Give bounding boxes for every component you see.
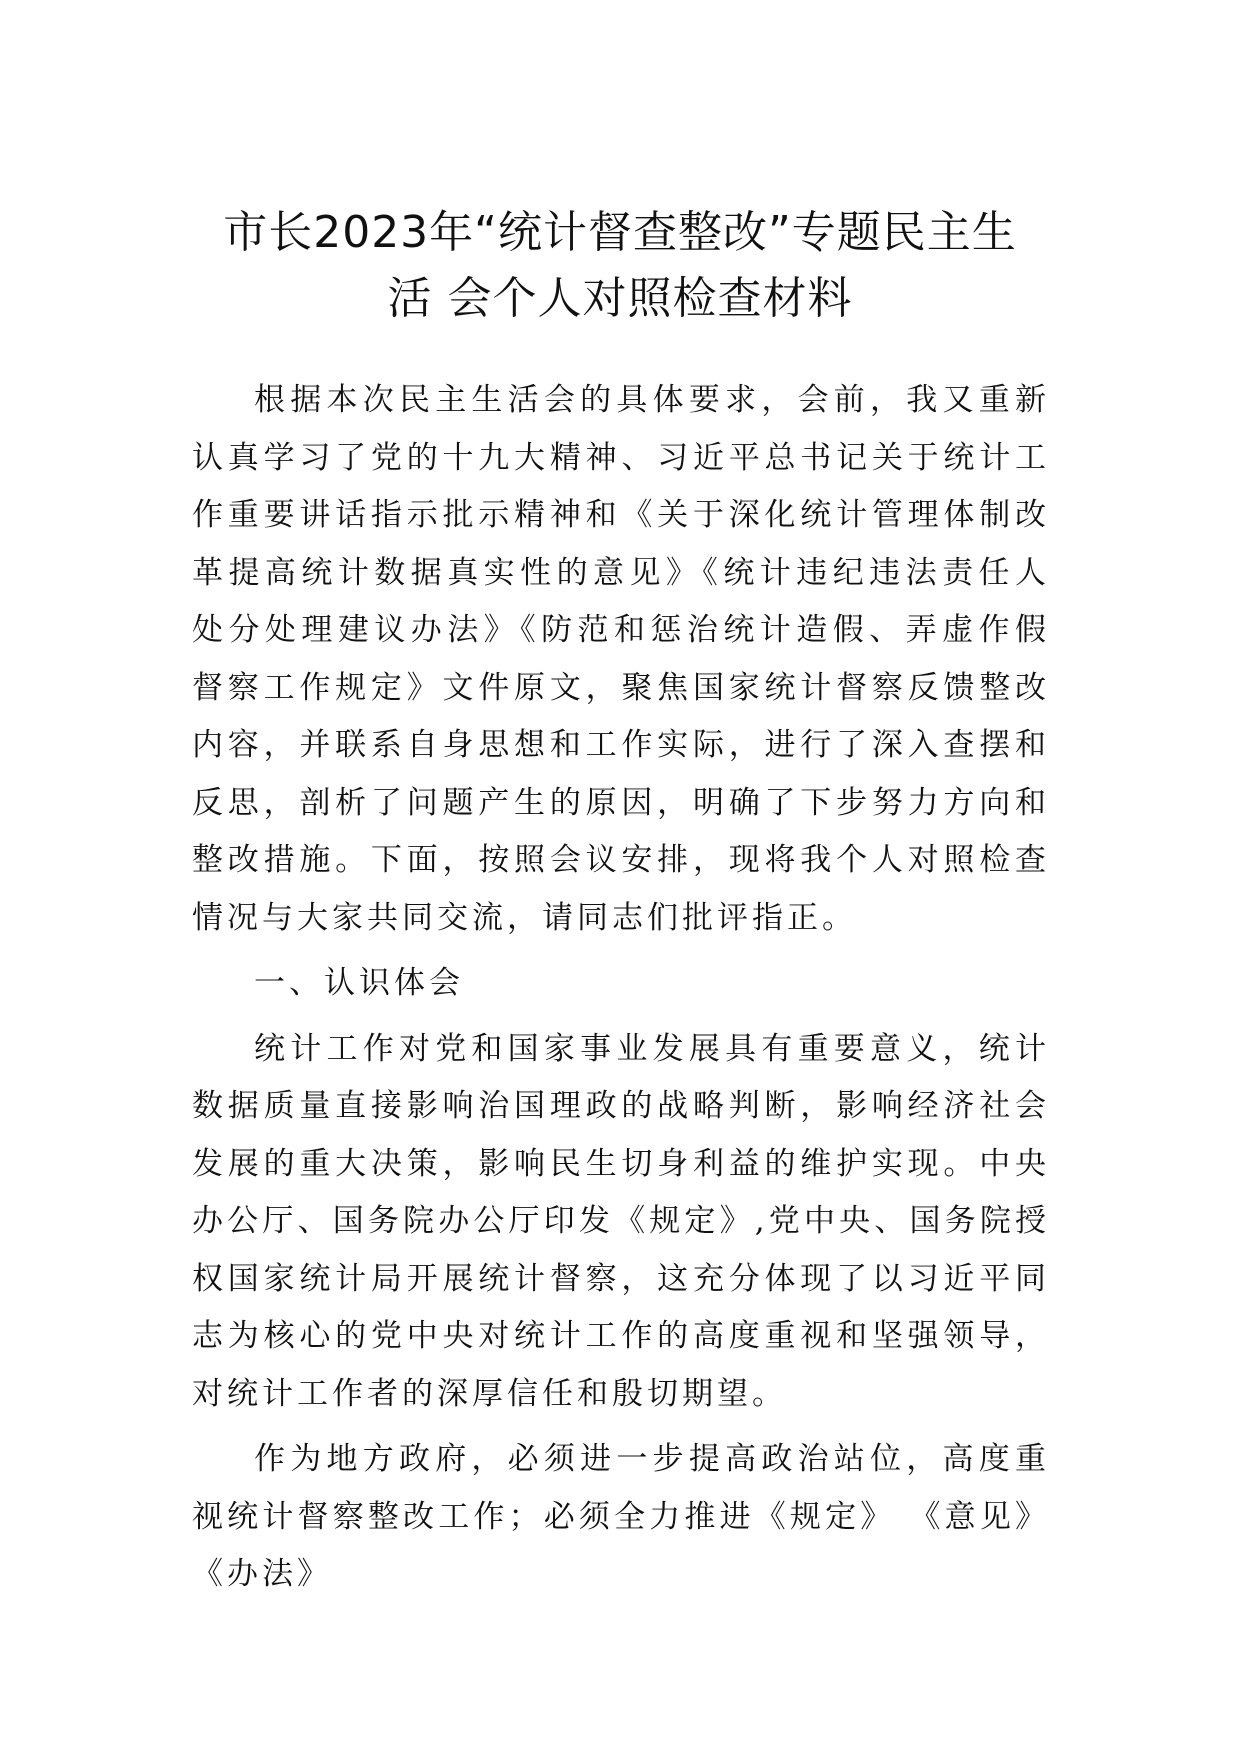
intro-paragraph: 根据本次民主生活会的具体要求，会前，我又重新认真学习了党的十九大精神、习近平总书记关于统计工作重要讲话指示批示精神和《关于深化统计管理体制改革提高统计数据真实性的意见》《统计违纪违法责任人处分处理建议办法》《防范和惩治统计造假、弄虚作假督察工作规定》文件原文，聚焦国家统计督察反馈整改内容，并联系自身思想和工作实际，进行了深入查摆和反思，剖析了问题产生的原因，明确了下步努力方向和整改措施。下面，按照会议安排，现将我个人对照检查情况与大家共同交流，请同志们批评指正。: [192, 382, 1050, 936]
title-line-2: 活 会个人对照检查材料: [387, 273, 853, 324]
document-title: [150, 200, 1090, 332]
section1-paragraph-2: 作为地方政府，必须进一步提高政治站位，高度重视统计督察整改工作；必须全力推进《规定》 《意见》 《办法》: [192, 1441, 1050, 1592]
title-line-1: 市长2023年“统计督查整改”专题民主生: [223, 207, 1017, 258]
document-body: [192, 372, 1050, 1604]
section1-paragraph-1: 统计工作对党和国家事业发展具有重要意义，统计数据质量直接影响治国理政的战略判断，影响经济社会发展的重大决策，影响民生切身利益的维护实现。中央办公厅、国务院办公厅印发《规定》,党中央、国务院授权国家统计局开展统计督察，这充分体现了以习近平同志为核心的党中央对统计工作的高度重视和坚强领导，对统计工作者的深厚信任和殷切期望。: [192, 1030, 1050, 1412]
section-heading-1: 一、认识体会: [254, 965, 464, 1001]
